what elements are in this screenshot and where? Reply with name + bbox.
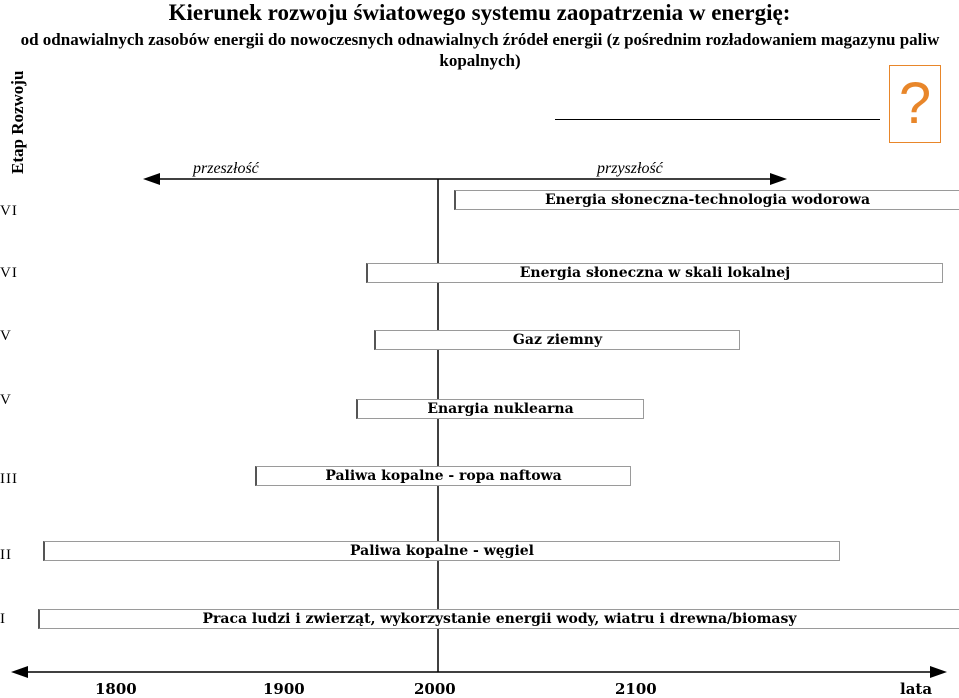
era-label-past: przeszłość xyxy=(193,160,259,177)
era-arrow-right-head xyxy=(770,173,787,185)
x-tick-label: 2100 xyxy=(615,680,657,698)
x-tick-label: 2000 xyxy=(414,680,456,698)
question-mark-box: ? xyxy=(889,65,941,143)
stage-numeral: V xyxy=(0,328,12,344)
page-subtitle: od odnawialnych zasobów energii do nowoczesnych odnawialnych źródeł energii (z pośrednim rozładowaniem magazynu paliw kopalnych) xyxy=(20,30,940,70)
stage-bar-renewables-biomass: Praca ludzi i zwierząt, wykorzystanie energii wody, wiatru i drewna/biomasy xyxy=(38,609,959,629)
x-axis-unit-label: lata xyxy=(900,680,933,698)
x-tick-label: 1800 xyxy=(95,680,137,698)
stage-bar-solar-hydrogen: Energia słoneczna-technologia wodorowa xyxy=(454,190,959,210)
stage-bar-natural-gas: Gaz ziemny xyxy=(374,330,740,350)
stage-bar-coal: Paliwa kopalne - węgiel xyxy=(43,541,840,561)
stage-numeral: II xyxy=(0,547,12,563)
x-axis-right-head xyxy=(930,666,947,678)
x-axis-left-head xyxy=(11,666,28,678)
stage-numeral: V xyxy=(0,392,12,408)
x-tick-label: 1900 xyxy=(263,680,305,698)
stage-numeral: VI xyxy=(0,265,18,281)
stage-numeral: VI xyxy=(0,203,18,219)
stage-bar-oil: Paliwa kopalne - ropa naftowa xyxy=(255,466,631,486)
stage-numeral: III xyxy=(0,471,18,487)
stage-bar-nuclear: Enargia nuklearna xyxy=(356,399,644,419)
stage-bar-solar-local: Energia słoneczna w skali lokalnej xyxy=(366,263,943,283)
page-title: Kierunek rozwoju światowego systemu zaopatrzenia w energię: xyxy=(168,0,791,25)
stage-axis-label: Etap Rozwoju xyxy=(8,70,27,174)
era-arrow-left-head xyxy=(143,173,160,185)
era-label-future: przyszłość xyxy=(597,160,663,177)
stage-numeral: I xyxy=(0,611,6,627)
